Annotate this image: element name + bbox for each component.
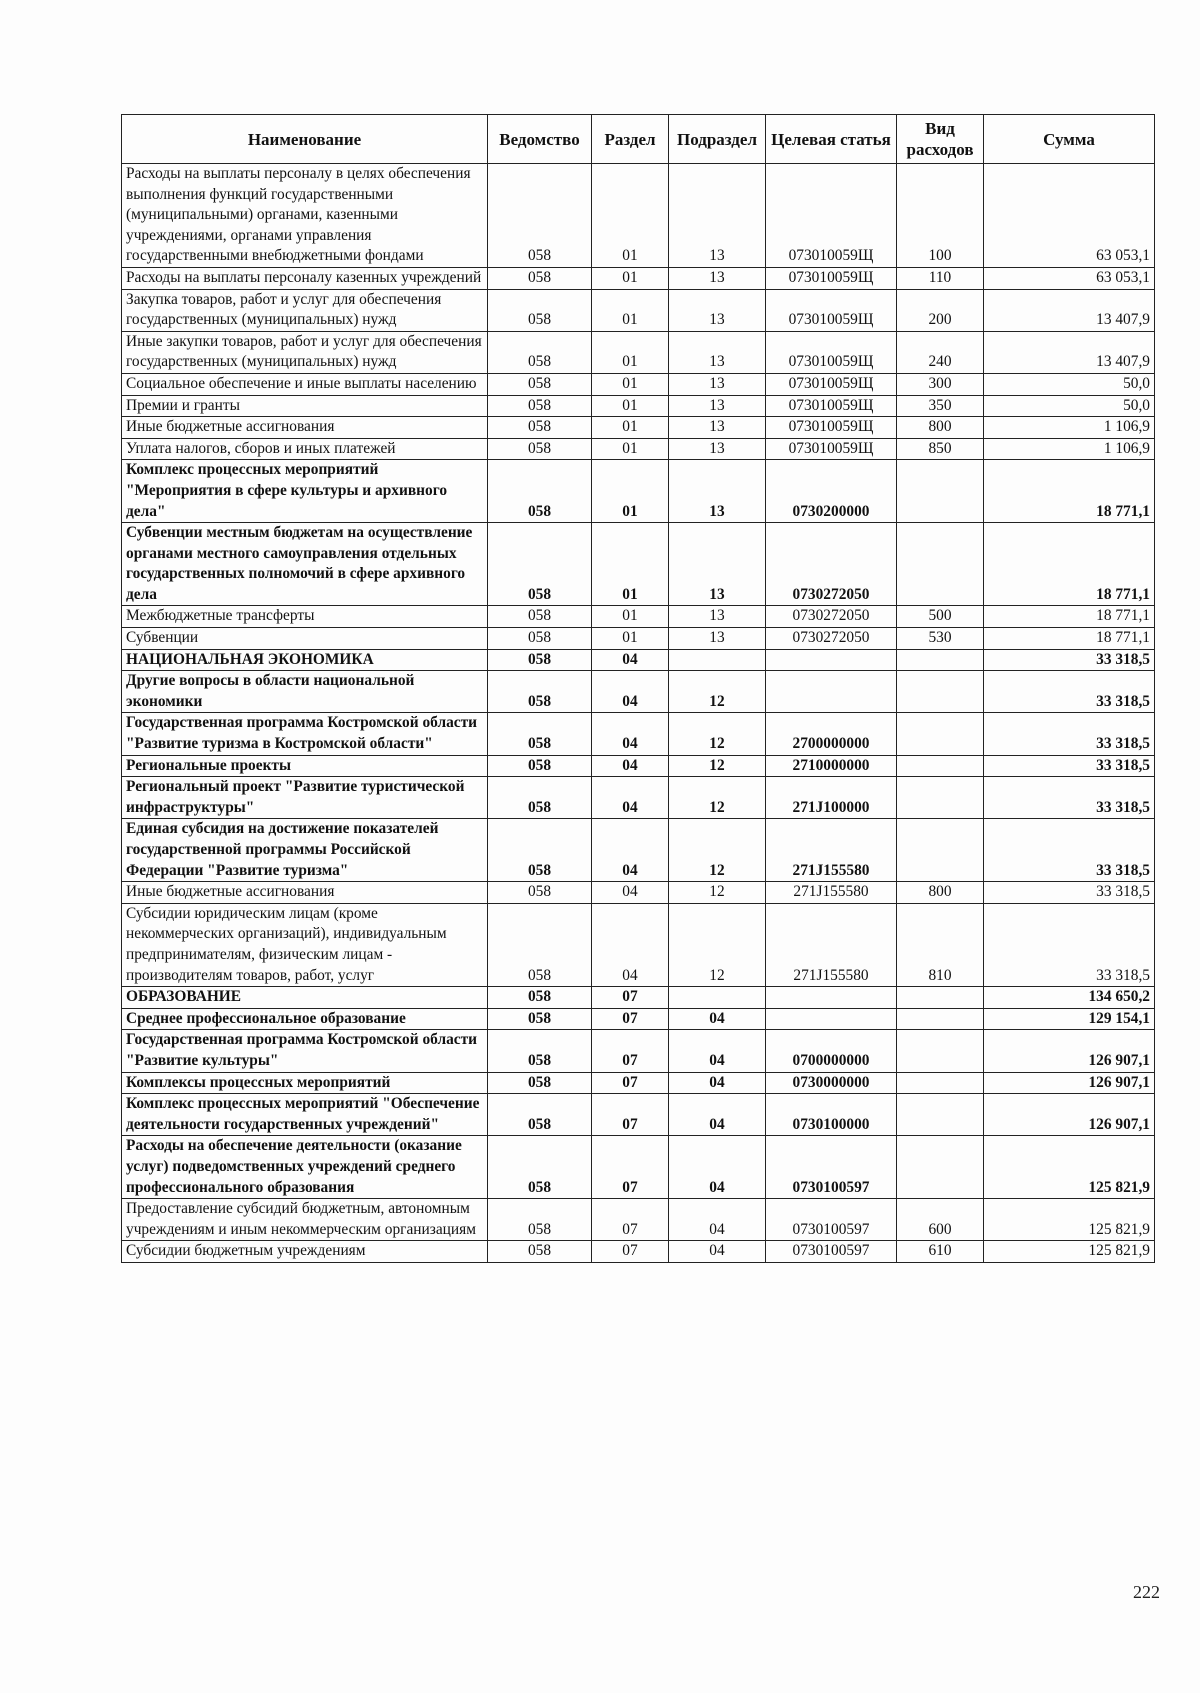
cell-celevaya-statya <box>766 987 897 1009</box>
cell-vedomstvo: 058 <box>488 628 592 650</box>
table-row <box>122 373 1155 395</box>
cell-vedomstvo: 058 <box>488 882 592 904</box>
cell-name: ОБРАЗОВАНИЕ <box>122 987 488 1009</box>
cell-celevaya-statya: 073010059Щ <box>766 417 897 439</box>
cell-razdel: 01 <box>592 289 669 331</box>
cell-celevaya-statya: 073010059Щ <box>766 289 897 331</box>
cell-name: Региональные проекты <box>122 755 488 777</box>
cell-podrazdel: 13 <box>669 523 766 606</box>
cell-vid-rashodov <box>897 1136 984 1199</box>
cell-celevaya-statya: 0730100000 <box>766 1094 897 1136</box>
cell-name: Расходы на выплаты персоналу в целях обеспечения выполнения функций государственными (муниципальными) органами, казенными учреждениями, органами управления государственными внебюджетными фондами <box>122 164 488 268</box>
cell-podrazdel: 12 <box>669 777 766 819</box>
cell-vid-rashodov <box>897 713 984 755</box>
cell-name: Иные закупки товаров, работ и услуг для обеспечения государственных (муниципальных) нужд <box>122 331 488 373</box>
cell-razdel: 04 <box>592 713 669 755</box>
table-row <box>122 713 1155 755</box>
header-podrazdel: Подраздел <box>669 115 766 164</box>
cell-vedomstvo: 058 <box>488 903 592 986</box>
cell-vedomstvo: 058 <box>488 1072 592 1094</box>
cell-vid-rashodov: 530 <box>897 628 984 650</box>
cell-razdel: 01 <box>592 460 669 523</box>
cell-vedomstvo: 058 <box>488 164 592 268</box>
table-row <box>122 267 1155 289</box>
header-name: Наименование <box>122 115 488 164</box>
cell-vid-rashodov: 240 <box>897 331 984 373</box>
cell-vedomstvo: 058 <box>488 987 592 1009</box>
cell-celevaya-statya: 271J155580 <box>766 819 897 882</box>
table-row <box>122 460 1155 523</box>
cell-vedomstvo: 058 <box>488 755 592 777</box>
table-row <box>122 1094 1155 1136</box>
cell-name: Субвенции <box>122 628 488 650</box>
cell-razdel: 07 <box>592 1008 669 1030</box>
cell-name: Уплата налогов, сборов и иных платежей <box>122 438 488 460</box>
cell-vedomstvo: 058 <box>488 819 592 882</box>
cell-name: Иные бюджетные ассигнования <box>122 882 488 904</box>
cell-vedomstvo: 058 <box>488 1199 592 1241</box>
cell-vid-rashodov: 810 <box>897 903 984 986</box>
table-row <box>122 331 1155 373</box>
cell-razdel: 04 <box>592 882 669 904</box>
cell-vid-rashodov: 800 <box>897 882 984 904</box>
cell-razdel: 07 <box>592 987 669 1009</box>
table-row <box>122 987 1155 1009</box>
cell-vid-rashodov <box>897 987 984 1009</box>
cell-podrazdel: 12 <box>669 882 766 904</box>
cell-summa: 18 771,1 <box>984 606 1155 628</box>
cell-razdel: 01 <box>592 164 669 268</box>
cell-celevaya-statya: 073010059Щ <box>766 438 897 460</box>
cell-razdel: 01 <box>592 628 669 650</box>
cell-vid-rashodov: 800 <box>897 417 984 439</box>
cell-celevaya-statya: 0700000000 <box>766 1030 897 1072</box>
table-row <box>122 882 1155 904</box>
cell-podrazdel: 13 <box>669 606 766 628</box>
cell-podrazdel: 13 <box>669 460 766 523</box>
cell-summa: 50,0 <box>984 373 1155 395</box>
cell-name: Государственная программа Костромской области "Развитие туризма в Костромской области" <box>122 713 488 755</box>
cell-summa: 33 318,5 <box>984 713 1155 755</box>
cell-name: Социальное обеспечение и иные выплаты населению <box>122 373 488 395</box>
cell-vedomstvo: 058 <box>488 1008 592 1030</box>
cell-podrazdel: 12 <box>669 713 766 755</box>
cell-summa: 1 106,9 <box>984 417 1155 439</box>
cell-vedomstvo: 058 <box>488 671 592 713</box>
cell-summa: 33 318,5 <box>984 903 1155 986</box>
cell-podrazdel: 04 <box>669 1030 766 1072</box>
cell-vid-rashodov: 110 <box>897 267 984 289</box>
cell-name: Субсидии юридическим лицам (кроме некоммерческих организаций), индивидуальным предпринимателям, физическим лицам - производителям товаров, работ, услуг <box>122 903 488 986</box>
cell-name: Субвенции местным бюджетам на осуществление органами местного самоуправления отдельных государственных полномочий в сфере архивного дела <box>122 523 488 606</box>
cell-razdel: 04 <box>592 649 669 671</box>
table-row <box>122 164 1155 268</box>
cell-celevaya-statya: 073010059Щ <box>766 164 897 268</box>
table-row <box>122 755 1155 777</box>
table-row <box>122 671 1155 713</box>
table-row <box>122 903 1155 986</box>
cell-podrazdel: 04 <box>669 1008 766 1030</box>
cell-vedomstvo: 058 <box>488 373 592 395</box>
cell-razdel: 07 <box>592 1136 669 1199</box>
cell-vid-rashodov <box>897 649 984 671</box>
table-row <box>122 1008 1155 1030</box>
table-header-row <box>122 115 1155 164</box>
cell-celevaya-statya <box>766 671 897 713</box>
table-row <box>122 1241 1155 1263</box>
cell-summa: 18 771,1 <box>984 460 1155 523</box>
cell-summa: 126 907,1 <box>984 1094 1155 1136</box>
cell-summa: 129 154,1 <box>984 1008 1155 1030</box>
cell-razdel: 04 <box>592 755 669 777</box>
cell-razdel: 01 <box>592 373 669 395</box>
cell-name: Субсидии бюджетным учреждениям <box>122 1241 488 1263</box>
cell-vedomstvo: 058 <box>488 649 592 671</box>
cell-razdel: 07 <box>592 1030 669 1072</box>
cell-podrazdel: 13 <box>669 395 766 417</box>
cell-razdel: 07 <box>592 1072 669 1094</box>
cell-vedomstvo: 058 <box>488 395 592 417</box>
cell-celevaya-statya: 0730100597 <box>766 1199 897 1241</box>
cell-name: Единая субсидия на достижение показателей государственной программы Российской Федерации "Развитие туризма" <box>122 819 488 882</box>
cell-vid-rashodov <box>897 1030 984 1072</box>
cell-podrazdel: 13 <box>669 331 766 373</box>
cell-summa: 33 318,5 <box>984 777 1155 819</box>
cell-summa: 33 318,5 <box>984 882 1155 904</box>
cell-podrazdel: 04 <box>669 1072 766 1094</box>
cell-vid-rashodov: 100 <box>897 164 984 268</box>
cell-celevaya-statya: 0730100597 <box>766 1241 897 1263</box>
cell-name: Межбюджетные трансферты <box>122 606 488 628</box>
cell-razdel: 04 <box>592 671 669 713</box>
cell-celevaya-statya: 0730272050 <box>766 628 897 650</box>
cell-summa: 126 907,1 <box>984 1072 1155 1094</box>
table-row <box>122 1030 1155 1072</box>
cell-podrazdel: 04 <box>669 1199 766 1241</box>
cell-name: НАЦИОНАЛЬНАЯ ЭКОНОМИКА <box>122 649 488 671</box>
cell-podrazdel: 12 <box>669 755 766 777</box>
cell-celevaya-statya: 271J100000 <box>766 777 897 819</box>
cell-vid-rashodov <box>897 1008 984 1030</box>
table-row <box>122 1199 1155 1241</box>
table-row <box>122 777 1155 819</box>
cell-name: Государственная программа Костромской области "Развитие культуры" <box>122 1030 488 1072</box>
cell-vid-rashodov: 500 <box>897 606 984 628</box>
cell-vedomstvo: 058 <box>488 331 592 373</box>
table-row <box>122 606 1155 628</box>
cell-vedomstvo: 058 <box>488 438 592 460</box>
cell-vid-rashodov: 610 <box>897 1241 984 1263</box>
table-body <box>122 164 1155 1263</box>
cell-summa: 33 318,5 <box>984 649 1155 671</box>
cell-summa: 33 318,5 <box>984 755 1155 777</box>
cell-podrazdel: 04 <box>669 1094 766 1136</box>
cell-name: Расходы на обеспечение деятельности (оказание услуг) подведомственных учреждений среднего профессионального образования <box>122 1136 488 1199</box>
cell-name: Предоставление субсидий бюджетным, автономным учреждениям и иным некоммерческим организациям <box>122 1199 488 1241</box>
cell-summa: 134 650,2 <box>984 987 1155 1009</box>
cell-vedomstvo: 058 <box>488 606 592 628</box>
table-row <box>122 649 1155 671</box>
cell-celevaya-statya: 271J155580 <box>766 903 897 986</box>
table-row <box>122 628 1155 650</box>
header-summa: Сумма <box>984 115 1155 164</box>
cell-celevaya-statya: 0730200000 <box>766 460 897 523</box>
cell-summa: 13 407,9 <box>984 289 1155 331</box>
cell-podrazdel <box>669 987 766 1009</box>
cell-razdel: 01 <box>592 331 669 373</box>
cell-podrazdel: 13 <box>669 628 766 650</box>
cell-razdel: 04 <box>592 777 669 819</box>
cell-name: Закупка товаров, работ и услуг для обеспечения государственных (муниципальных) нужд <box>122 289 488 331</box>
cell-vid-rashodov <box>897 671 984 713</box>
cell-celevaya-statya: 0730272050 <box>766 523 897 606</box>
table-row <box>122 1136 1155 1199</box>
cell-name: Комплекс процессных мероприятий "Обеспечение деятельности государственных учреждений" <box>122 1094 488 1136</box>
cell-celevaya-statya: 2700000000 <box>766 713 897 755</box>
cell-razdel: 07 <box>592 1094 669 1136</box>
cell-vedomstvo: 058 <box>488 713 592 755</box>
cell-summa: 33 318,5 <box>984 819 1155 882</box>
cell-summa: 33 318,5 <box>984 671 1155 713</box>
cell-podrazdel <box>669 649 766 671</box>
cell-vid-rashodov: 600 <box>897 1199 984 1241</box>
cell-razdel: 07 <box>592 1199 669 1241</box>
cell-name: Комплексы процессных мероприятий <box>122 1072 488 1094</box>
cell-podrazdel: 13 <box>669 164 766 268</box>
cell-vid-rashodov: 350 <box>897 395 984 417</box>
cell-podrazdel: 13 <box>669 438 766 460</box>
cell-summa: 125 821,9 <box>984 1136 1155 1199</box>
cell-vid-rashodov <box>897 1094 984 1136</box>
cell-podrazdel: 13 <box>669 267 766 289</box>
cell-vedomstvo: 058 <box>488 417 592 439</box>
budget-table <box>121 114 1155 1263</box>
header-vid-rashodov: Вид расходов <box>897 115 984 164</box>
cell-podrazdel: 13 <box>669 417 766 439</box>
cell-vid-rashodov: 850 <box>897 438 984 460</box>
cell-summa: 1 106,9 <box>984 438 1155 460</box>
cell-razdel: 01 <box>592 606 669 628</box>
table-row <box>122 819 1155 882</box>
cell-vedomstvo: 058 <box>488 777 592 819</box>
cell-razdel: 04 <box>592 819 669 882</box>
cell-celevaya-statya: 271J155580 <box>766 882 897 904</box>
cell-podrazdel: 12 <box>669 903 766 986</box>
cell-vedomstvo: 058 <box>488 1241 592 1263</box>
cell-vedomstvo: 058 <box>488 1030 592 1072</box>
table-row <box>122 438 1155 460</box>
cell-vedomstvo: 058 <box>488 1094 592 1136</box>
table-row <box>122 523 1155 606</box>
cell-razdel: 01 <box>592 395 669 417</box>
cell-vid-rashodov <box>897 1072 984 1094</box>
table-row <box>122 289 1155 331</box>
table-row <box>122 395 1155 417</box>
cell-summa: 13 407,9 <box>984 331 1155 373</box>
cell-summa: 18 771,1 <box>984 628 1155 650</box>
cell-celevaya-statya: 073010059Щ <box>766 373 897 395</box>
cell-name: Региональный проект "Развитие туристической инфраструктуры" <box>122 777 488 819</box>
cell-vid-rashodov <box>897 460 984 523</box>
cell-name: Среднее профессиональное образование <box>122 1008 488 1030</box>
cell-vedomstvo: 058 <box>488 1136 592 1199</box>
cell-podrazdel: 04 <box>669 1241 766 1263</box>
cell-vedomstvo: 058 <box>488 289 592 331</box>
cell-summa: 63 053,1 <box>984 267 1155 289</box>
cell-celevaya-statya: 0730100597 <box>766 1136 897 1199</box>
cell-podrazdel: 12 <box>669 671 766 713</box>
cell-podrazdel: 13 <box>669 289 766 331</box>
cell-podrazdel: 12 <box>669 819 766 882</box>
cell-podrazdel: 13 <box>669 373 766 395</box>
cell-summa: 50,0 <box>984 395 1155 417</box>
cell-razdel: 01 <box>592 267 669 289</box>
cell-vid-rashodov <box>897 777 984 819</box>
cell-summa: 126 907,1 <box>984 1030 1155 1072</box>
cell-summa: 125 821,9 <box>984 1241 1155 1263</box>
cell-name: Премии и гранты <box>122 395 488 417</box>
cell-vid-rashodov <box>897 523 984 606</box>
cell-vid-rashodov: 300 <box>897 373 984 395</box>
cell-razdel: 07 <box>592 1241 669 1263</box>
cell-razdel: 01 <box>592 417 669 439</box>
cell-celevaya-statya: 2710000000 <box>766 755 897 777</box>
cell-summa: 125 821,9 <box>984 1199 1155 1241</box>
cell-celevaya-statya <box>766 649 897 671</box>
cell-vedomstvo: 058 <box>488 523 592 606</box>
cell-celevaya-statya: 073010059Щ <box>766 395 897 417</box>
cell-celevaya-statya: 0730272050 <box>766 606 897 628</box>
header-celevaya-statya: Целевая статья <box>766 115 897 164</box>
cell-razdel: 04 <box>592 903 669 986</box>
cell-vid-rashodov: 200 <box>897 289 984 331</box>
cell-vedomstvo: 058 <box>488 460 592 523</box>
cell-name: Расходы на выплаты персоналу казенных учреждений <box>122 267 488 289</box>
cell-celevaya-statya: 073010059Щ <box>766 331 897 373</box>
header-razdel: Раздел <box>592 115 669 164</box>
cell-celevaya-statya: 073010059Щ <box>766 267 897 289</box>
cell-razdel: 01 <box>592 438 669 460</box>
page-number: 222 <box>1133 1582 1160 1602</box>
cell-name: Иные бюджетные ассигнования <box>122 417 488 439</box>
header-vedomstvo: Ведомство <box>488 115 592 164</box>
cell-vid-rashodov <box>897 819 984 882</box>
cell-name: Другие вопросы в области национальной экономики <box>122 671 488 713</box>
cell-razdel: 01 <box>592 523 669 606</box>
table-row <box>122 417 1155 439</box>
cell-podrazdel: 04 <box>669 1136 766 1199</box>
table-row <box>122 1072 1155 1094</box>
cell-vid-rashodov <box>897 755 984 777</box>
cell-celevaya-statya <box>766 1008 897 1030</box>
cell-vedomstvo: 058 <box>488 267 592 289</box>
cell-summa: 63 053,1 <box>984 164 1155 268</box>
cell-celevaya-statya: 0730000000 <box>766 1072 897 1094</box>
cell-summa: 18 771,1 <box>984 523 1155 606</box>
cell-name: Комплекс процессных мероприятий "Мероприятия в сфере культуры и архивного дела" <box>122 460 488 523</box>
